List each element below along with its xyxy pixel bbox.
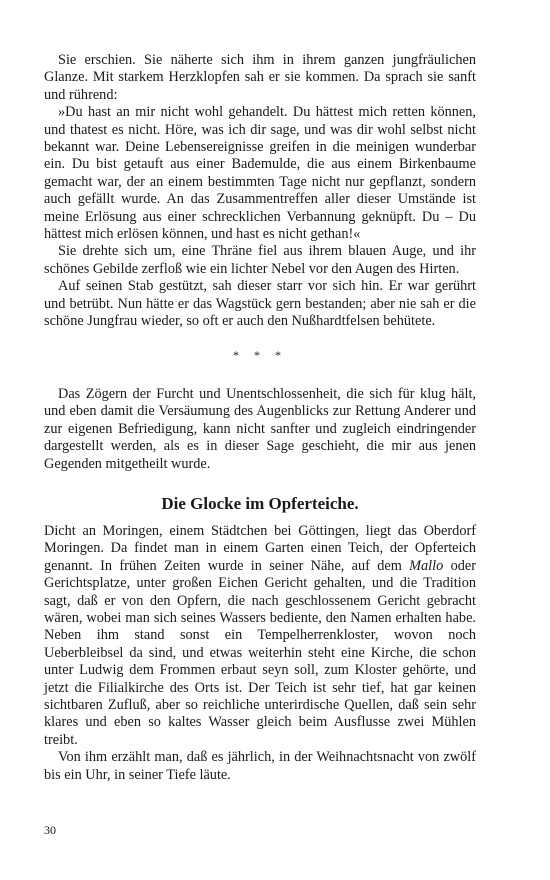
chapter-title: Die Glocke im Opferteiche. bbox=[161, 493, 359, 513]
paragraph: Sie erschien. Sie näherte sich ihm in ihrem ganzen jungfräulichen Glanze. Mit starkem Herzklopfen sah er sie kommen. Da sprach sie sanft und rührend: bbox=[44, 52, 476, 103]
paragraph: Das Zögern der Furcht und Unentschlossenheit, die sich für klug hält, und eben damit die Versäumung des Augenblicks zur Rettung Anderer und zur eigenen Befriedigung, kann nicht sanfter und zugleich eindringender dargestellt werden, als es in dieser Sage geschieht, die mir aus jenen Gegenden mitgetheilt wurde. bbox=[44, 385, 476, 472]
section-separator: * * * bbox=[233, 347, 287, 362]
paragraph: Sie drehte sich um, eine Thräne fiel aus ihrem blauen Auge, und ihr schönes Gebilde zerfloß wie ein lichter Nebel vor den Augen des Hirten. bbox=[44, 243, 476, 277]
paragraph-text: oder Gerichtsplatze, unter großen Eichen Gericht gehalten, und die Tradition sagt, daß er von den Opfern, die nach geschlossenem Gericht gebracht wären, wobei man sich seines Wassers bediente, den Namen erhalten habe. Neben ihm stand sonst ein Tempelherrenkloster, wovon noch Ueberbleibsel da sind, und etwas weiterhin steht eine Kirche, die schon unter Ludwig dem Frommen erbaut seyn soll, zum Kloster gehörte, und jetzt die Filialkirche des Orts ist. Der Teich ist sehr tief, hat gar keinen sichtbaren Zufluß, aber so reichliche unterirdische Quellen, daß sein sehr klares und eben so kaltes Wasser gleich beim Ausflusse zwei Mühlen treibt. bbox=[44, 557, 476, 748]
paragraph: Auf seinen Stab gestützt, sah dieser starr vor sich hin. Er war gerührt und betrübt. Nun hätte er das Wagstück gern bestanden; aber nie sah er die schöne Jungfrau wieder, so oft er auch den Nußhardtfelsen behütete. bbox=[44, 278, 476, 330]
book-page bbox=[44, 52, 476, 784]
page-number: 30 bbox=[44, 823, 56, 837]
italic-term: Mallo bbox=[409, 557, 444, 574]
paragraph-text: Dicht an Moringen, einem Städtchen bei Göttingen, liegt das Oberdorf Moringen. Da findet man in einem Garten einen Teich, der Opferteich genannt. In frühen Zeiten wurde in seiner Nähe, auf dem bbox=[44, 522, 476, 574]
paragraph: »Du hast an mir nicht wohl gehandelt. Du hättest mich retten können, und thatest es nicht. Höre, was ich dir sage, und was dir wohl selbst nicht bekannt war. Deine Lebensereignisse greifen in die meinigen wunderbar ein. Du bist getauft aus einer Bademulde, die aus einem Birkenbaume gemacht war, der an einem bestimmten Tage nicht nur gepflanzt, sondern auch gefällt wurde. An das Zusammentreffen aller dieser Umstände ist meine Erlösung aus einer schrecklichen Verbannung geknüpft. Du – Du hättest mich erlösen können, und hast es nicht gethan!« bbox=[44, 104, 476, 243]
paragraph bbox=[44, 523, 476, 749]
paragraph: Von ihm erzählt man, daß es jährlich, in der Weihnachtsnacht von zwölf bis ein Uhr, in seiner Tiefe läute. bbox=[44, 749, 476, 783]
